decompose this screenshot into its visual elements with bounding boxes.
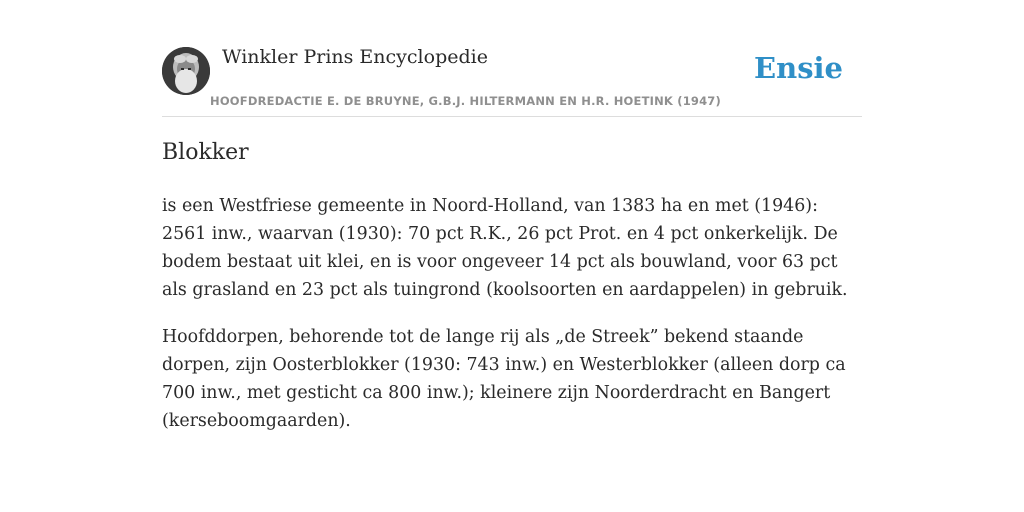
entry-paragraph: is een Westfriese gemeente in Noord-Holland, van 1383 ha en met (1946): 2561 inw., waarvan (1930): 70 pct R.K., 26 pct Prot. en 4 pct onkerkelijk. De bodem bestaat uit klei, en is voor ongeveer 14 pct als bouwland, voor 63 pct als grasland en 23 pct als tuingrond (koolsoorten en aardappelen) in gebruik. <box>162 196 848 300</box>
entry-body <box>162 192 862 454</box>
entry-paragraph: Hoofddorpen, behorende tot de lange rij als „de Streek” bekend staande dorpen, zijn Oosterblokker (1930: 743 inw.) en Westerblokker (alleen dorp ca 700 inw., met gesticht ca 800 inw.); kleinere zijn Noorderdracht en Bangert (kerseboomgaarden). <box>162 327 846 431</box>
page-container <box>162 0 862 431</box>
ensie-logo[interactable]: Ensie <box>754 51 843 85</box>
entry-title: Blokker <box>162 140 249 165</box>
header <box>162 0 862 117</box>
author-portrait-avatar <box>162 47 210 95</box>
author-portrait-icon <box>162 47 210 95</box>
editors-credit: HOOFDREDACTIE E. DE BRUYNE, G.B.J. HILTERMANN EN H.R. HOETINK (1947) <box>210 94 721 108</box>
site-title[interactable]: Winkler Prins Encyclopedie <box>222 46 488 68</box>
